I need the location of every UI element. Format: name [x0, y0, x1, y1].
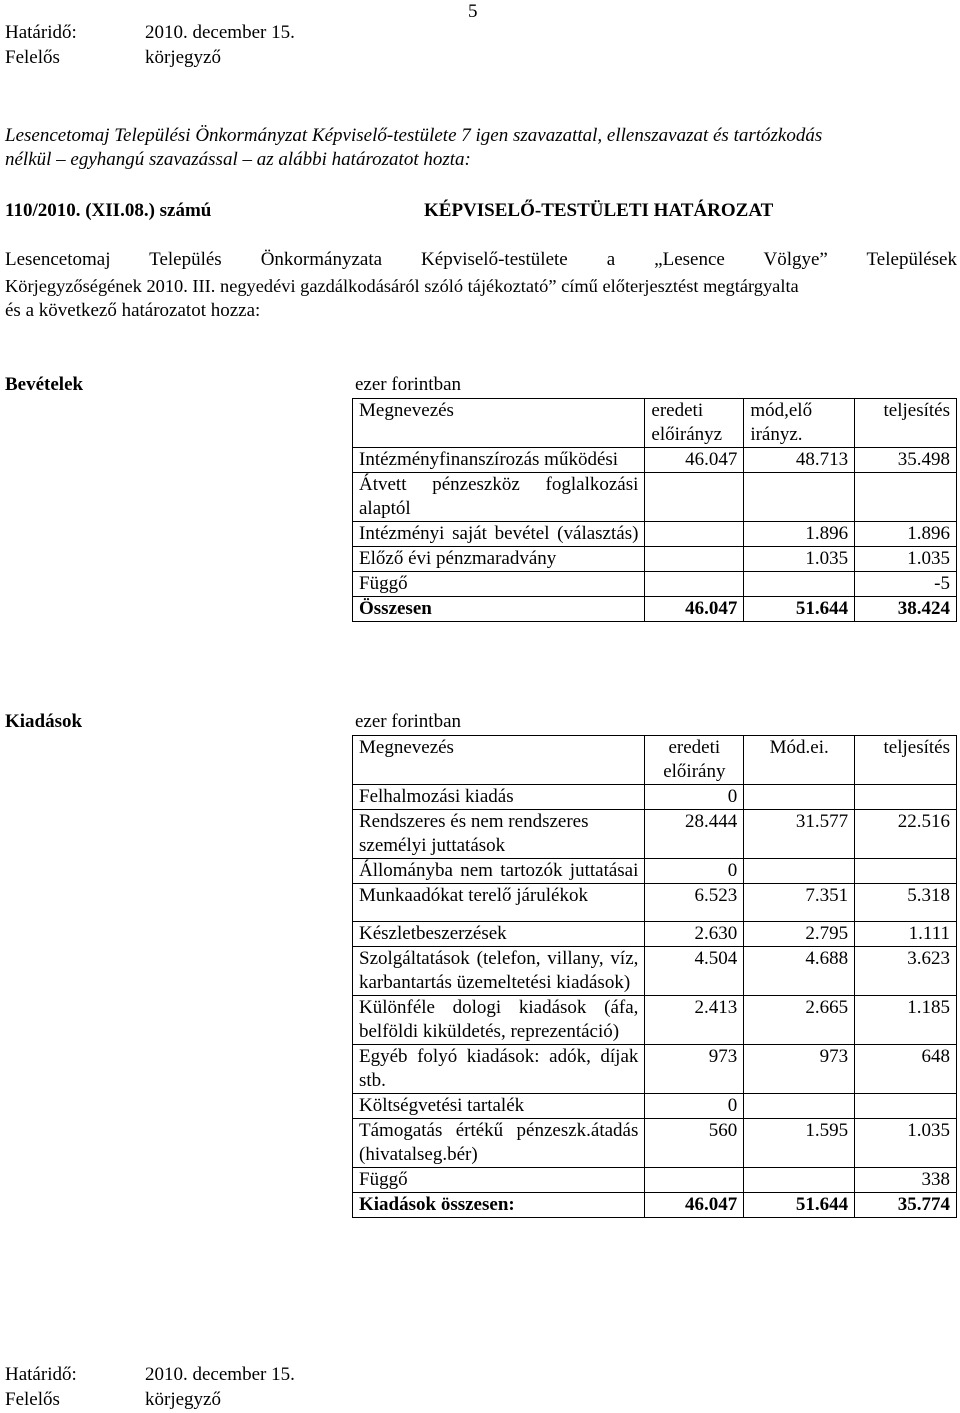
row-orig: 6.523: [645, 884, 744, 922]
row-name: Összesen: [353, 597, 645, 622]
responsible-value: körjegyző: [145, 47, 221, 68]
expenses-section-label: Kiadások: [5, 711, 83, 732]
table-row: [353, 996, 957, 1045]
expenses-unit: ezer forintban: [355, 711, 462, 732]
row-mod: [744, 1094, 855, 1119]
header-name: Megnevezés: [353, 399, 645, 448]
row-orig: [645, 547, 744, 572]
row-done: 1.035: [855, 1119, 957, 1168]
page-number: 5: [468, 1, 478, 22]
table-total-row: [353, 597, 957, 622]
table-header-row: [353, 399, 957, 448]
row-name: Függő: [353, 1168, 645, 1193]
row-done: 1.111: [855, 922, 957, 947]
row-orig: 46.047: [645, 1193, 744, 1218]
row-name: Átvett pénzeszköz foglalkozási alaptól: [353, 473, 645, 522]
row-mod: 2.795: [744, 922, 855, 947]
row-orig: [645, 522, 744, 547]
header-orig: eredeti előirány: [645, 736, 744, 785]
row-done: 1.035: [855, 547, 957, 572]
row-mod: [744, 572, 855, 597]
footer-responsible-row: [5, 1388, 405, 1412]
row-orig: 0: [645, 785, 744, 810]
resolution-body-line-3: és a következő határozatot hozza:: [5, 300, 261, 321]
responsible-row: [5, 46, 405, 70]
row-mod: 31.577: [744, 810, 855, 859]
row-done: [855, 859, 957, 884]
row-mod: 1.896: [744, 522, 855, 547]
responsible-label: Felelős: [5, 47, 60, 68]
row-orig: 28.444: [645, 810, 744, 859]
row-mod: 48.713: [744, 448, 855, 473]
row-mod: [744, 473, 855, 522]
row-orig: 46.047: [645, 448, 744, 473]
row-orig: 0: [645, 1094, 744, 1119]
row-orig: 46.047: [645, 597, 744, 622]
expenses-table: [352, 735, 957, 1218]
resolution-title: KÉPVISELŐ-TESTÜLETI HATÁROZAT: [424, 200, 774, 221]
revenues-section-label: Bevételek: [5, 374, 84, 395]
row-name: Szolgáltatások (telefon, villany, víz, karbantartás üzemeltetési kiadások): [353, 947, 645, 996]
row-done: [855, 473, 957, 522]
row-orig: [645, 572, 744, 597]
row-done: 3.623: [855, 947, 957, 996]
row-done: 648: [855, 1045, 957, 1094]
table-row: [353, 884, 957, 922]
deadline-value: 2010. december 15.: [145, 22, 295, 43]
row-orig: 973: [645, 1045, 744, 1094]
row-mod: 51.644: [744, 597, 855, 622]
resolution-number: 110/2010. (XII.08.) számú: [5, 200, 212, 221]
footer-responsible-value: körjegyző: [145, 1389, 221, 1410]
resolution-body-line-2: Körjegyzőségének 2010. III. negyedévi gazdálkodásáról szóló tájékoztató” című előterjesztést megtárgyalta: [5, 276, 799, 296]
header-done: teljesítés: [855, 736, 957, 785]
row-orig: 2.630: [645, 922, 744, 947]
table-row: [353, 947, 957, 996]
table-row: [353, 547, 957, 572]
row-name: Rendszeres és nem rendszeres személyi juttatások: [353, 810, 645, 859]
row-orig: 4.504: [645, 947, 744, 996]
intro-line-1: Lesencetomaj Települési Önkormányzat Képviselő-testülete 7 igen szavazattal, ellenszavazat és tartózkodás: [5, 125, 823, 146]
row-done: 35.498: [855, 448, 957, 473]
row-done: [855, 1094, 957, 1119]
row-name: Intézményi saját bevétel (választás): [353, 522, 645, 547]
row-orig: 0: [645, 859, 744, 884]
row-name: Költségvetési tartalék: [353, 1094, 645, 1119]
revenues-table: [352, 398, 957, 622]
row-orig: 560: [645, 1119, 744, 1168]
row-name: Kiadások összesen:: [353, 1193, 645, 1218]
row-name: Támogatás értékű pénzeszk.átadás (hivatalseg.bér): [353, 1119, 645, 1168]
row-mod: 1.595: [744, 1119, 855, 1168]
revenues-unit: ezer forintban: [355, 374, 462, 395]
header-orig: eredeti előirányz: [645, 399, 744, 448]
row-orig: 2.413: [645, 996, 744, 1045]
footer-deadline-value: 2010. december 15.: [145, 1364, 295, 1385]
row-name: Egyéb folyó kiadások: adók, díjak stb.: [353, 1045, 645, 1094]
row-done: 38.424: [855, 597, 957, 622]
table-row: [353, 522, 957, 547]
table-total-row: [353, 1193, 957, 1218]
header-mod: mód,elő irányz.: [744, 399, 855, 448]
header-name: Megnevezés: [353, 736, 645, 785]
row-orig: [645, 473, 744, 522]
row-mod: [744, 1168, 855, 1193]
row-mod: 973: [744, 1045, 855, 1094]
row-mod: [744, 859, 855, 884]
row-name: Intézményfinanszírozás működési: [353, 448, 645, 473]
row-name: Különféle dologi kiadások (áfa, belföldi kiküldetés, reprezentáció): [353, 996, 645, 1045]
row-name: Előző évi pénzmaradvány: [353, 547, 645, 572]
row-mod: 1.035: [744, 547, 855, 572]
footer-deadline-label: Határidő:: [5, 1364, 77, 1385]
header-mod: Mód.ei.: [744, 736, 855, 785]
row-done: 22.516: [855, 810, 957, 859]
table-row: [353, 859, 957, 884]
row-name: Munkaadókat terelő járulékok: [353, 884, 645, 922]
table-row: [353, 572, 957, 597]
row-done: 338: [855, 1168, 957, 1193]
row-mod: 2.665: [744, 996, 855, 1045]
footer-deadline-row: [5, 1363, 405, 1387]
row-name: Állományba nem tartozók juttatásai: [353, 859, 645, 884]
header-done: teljesítés: [855, 399, 957, 448]
row-mod: 4.688: [744, 947, 855, 996]
table-row: [353, 1045, 957, 1094]
footer-responsible-label: Felelős: [5, 1389, 60, 1410]
row-mod: 51.644: [744, 1193, 855, 1218]
table-row: [353, 1119, 957, 1168]
deadline-row: [5, 21, 405, 45]
row-name: Felhalmozási kiadás: [353, 785, 645, 810]
table-row: [353, 785, 957, 810]
row-mod: 7.351: [744, 884, 855, 922]
row-done: -5: [855, 572, 957, 597]
row-orig: [645, 1168, 744, 1193]
table-row: [353, 922, 957, 947]
table-row: [353, 473, 957, 522]
row-done: 1.185: [855, 996, 957, 1045]
table-row: [353, 810, 957, 859]
row-mod: [744, 785, 855, 810]
row-done: 1.896: [855, 522, 957, 547]
row-done: 35.774: [855, 1193, 957, 1218]
row-name: Készletbeszerzések: [353, 922, 645, 947]
intro-line-2: nélkül – egyhangú szavazással – az alábbi határozatot hozta:: [5, 149, 471, 170]
table-row: [353, 1094, 957, 1119]
table-header-row: [353, 736, 957, 785]
row-done: [855, 785, 957, 810]
row-name: Függő: [353, 572, 645, 597]
row-done: 5.318: [855, 884, 957, 922]
resolution-body-line-1: Lesencetomaj Település Önkormányzata Képviselő-testülete a „Lesence Völgye” Települések: [5, 249, 957, 270]
table-row: [353, 1168, 957, 1193]
deadline-label: Határidő:: [5, 22, 77, 43]
table-row: [353, 448, 957, 473]
